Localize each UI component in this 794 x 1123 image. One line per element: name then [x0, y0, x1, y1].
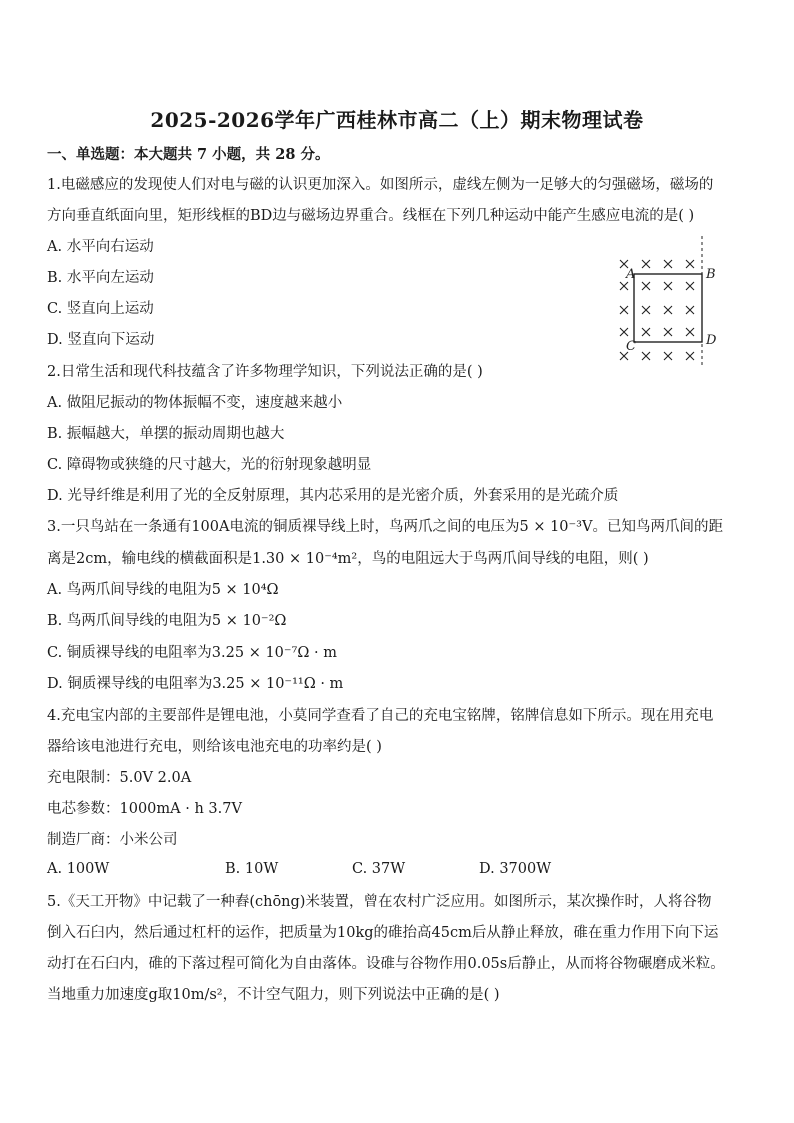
- q3-option-c: C. 铜质裸导线的电阻率为3.25 × 10⁻⁷Ω · m: [47, 645, 337, 661]
- q4-cell-params: 电芯参数：1000mA · h 3.7V: [47, 801, 242, 817]
- q2-option-a: A. 做阻尼振动的物体振幅不变，速度越来越小: [47, 395, 343, 411]
- q2-stem: 2.日常生活和现代科技蕴含了许多物理学知识，下列说法正确的是( ): [47, 364, 483, 380]
- q1-option-a: A. 水平向右运动: [47, 239, 154, 255]
- q5-stem-line2: 倒入石臼内，然后通过杠杆的运作，把质量为10kg的碓抬高45cm后从静止释放，碓在重力作用下向下运: [47, 925, 719, 941]
- q4-option-a: A. 100W: [47, 861, 110, 877]
- q5-stem-line1: 5.《天工开物》中记载了一种舂(chōng)米装置，曾在农村广泛应用。如图所示，某次操作时，人将谷物: [47, 894, 712, 910]
- vertex-label-b: B: [706, 267, 716, 282]
- q4-stem-line1: 4.充电宝内部的主要部件是锂电池，小莫同学查看了自己的充电宝铭牌，铭牌信息如下所示。现在用充电: [47, 708, 714, 724]
- q4-charge-limit: 充电限制：5.0V 2.0A: [47, 770, 192, 786]
- magnetic-field-diagram: [612, 236, 722, 368]
- q4-stem-line2: 器给该电池进行充电，则给该电池充电的功率约是( ): [47, 739, 382, 755]
- q1-stem-line2: 方向垂直纸面向里，矩形线框的BD边与磁场边界重合。线框在下列几种运动中能产生感应电流的是( ): [47, 208, 695, 224]
- q3-option-d: D. 铜质裸导线的电阻率为3.25 × 10⁻¹¹Ω · m: [47, 676, 344, 692]
- q5-stem-line4: 当地重力加速度g取10m/s²，不计空气阻力，则下列说法中正确的是( ): [47, 987, 500, 1003]
- q1-option-d: D. 竖直向下运动: [47, 332, 155, 348]
- q4-option-c: C. 37W: [352, 861, 406, 877]
- magnetic-field-figure: [612, 236, 722, 368]
- q4-manufacturer: 制造厂商：小米公司: [47, 832, 178, 848]
- q3-option-b: B. 鸟两爪间导线的电阻为5 × 10⁻²Ω: [47, 613, 287, 629]
- q3-stem-line2: 离是2cm，输电线的横截面积是1.30 × 10⁻⁴m²，鸟的电阻远大于鸟两爪间导线的电阻，则( ): [47, 551, 649, 567]
- q1-option-c: C. 竖直向上运动: [47, 301, 154, 317]
- q3-option-a: A. 鸟两爪间导线的电阻为5 × 10⁴Ω: [47, 582, 279, 598]
- q2-option-b: B. 振幅越大，单摆的振动周期也越大: [47, 426, 285, 442]
- q1-stem-line1: 1.电磁感应的发现使人们对电与磁的认识更加深入。如图所示，虚线左侧为一足够大的匀强磁场，磁场的: [47, 177, 714, 193]
- vertex-label-d: D: [706, 333, 717, 348]
- q4-option-b: B. 10W: [225, 861, 279, 877]
- q4-option-d: D. 3700W: [479, 861, 552, 877]
- q1-option-b: B. 水平向左运动: [47, 270, 154, 286]
- section-heading: 一、单选题：本大题共 7 小题，共 28 分。: [47, 146, 330, 163]
- q2-option-c: C. 障碍物或狭缝的尺寸越大，光的衍射现象越明显: [47, 457, 372, 473]
- q3-stem-line1: 3.一只鸟站在一条通有100A电流的铜质裸导线上时，鸟两爪之间的电压为5 × 10⁻³V。已知鸟两爪间的距: [47, 519, 723, 535]
- vertex-label-c: C: [626, 339, 636, 354]
- q2-option-d: D. 光导纤维是利用了光的全反射原理，其内芯采用的是光密介质，外套采用的是光疏介质: [47, 488, 619, 504]
- vertex-label-a: A: [626, 267, 636, 282]
- q5-stem-line3: 动打在石臼内，碓的下落过程可简化为自由落体。设碓与谷物作用0.05s后静止，从而将谷物碾磨成米粒。: [47, 956, 725, 972]
- page-title: 2025-2026学年广西桂林市高二（上）期末物理试卷: [150, 108, 644, 132]
